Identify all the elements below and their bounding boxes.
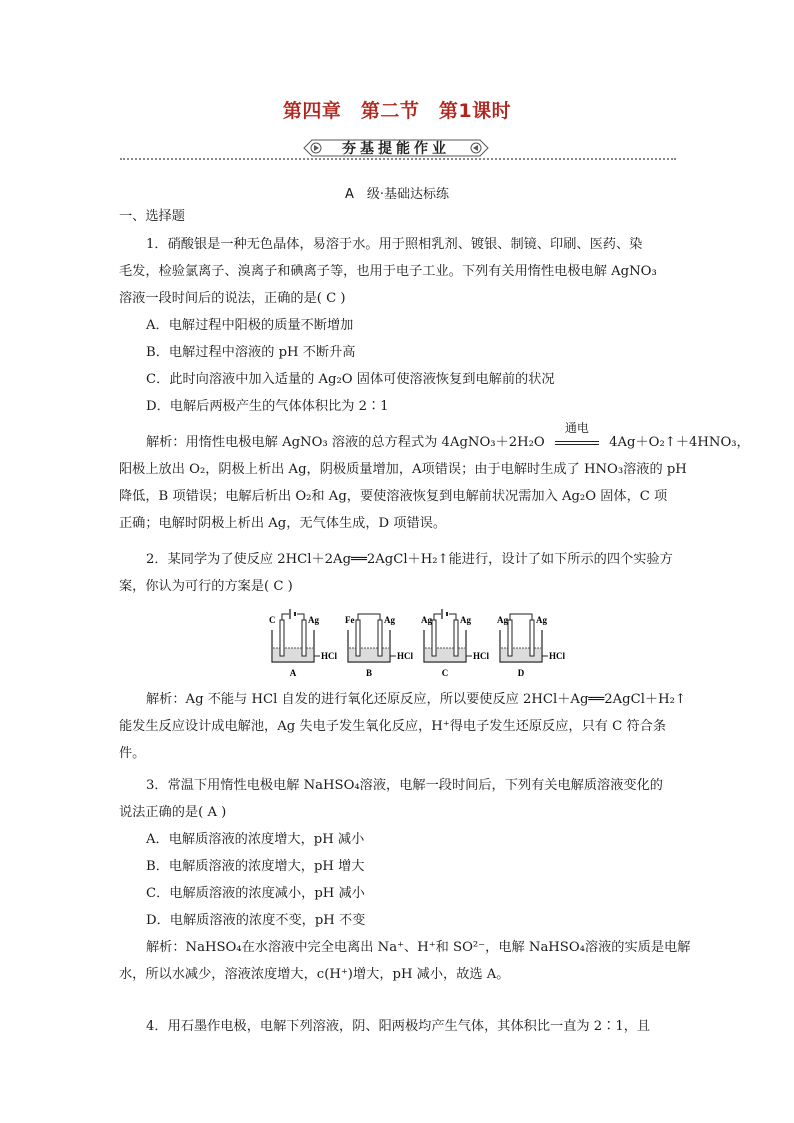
cell-left-electrode-label: Fe [345,615,355,625]
q3-stem-line2: 说法正确的是( A ) [119,805,227,820]
cell-electrolyte-label: HCl [397,651,414,661]
q1-analysis-line1 [146,421,750,453]
q1-stem-line3: 溶液一段时间后的说法，正确的是( C ) [119,291,346,306]
cell-right-electrode-label: Ag [460,615,471,625]
level-heading: A 级·基础达标练 [344,187,450,202]
q1-stem-line1: 1．硝酸银是一种无色晶体，易溶于水。用于照相乳剂、镀银、制镜、印刷、医药、染 [146,237,643,252]
q1-option-a: A．电解过程中阳极的质量不断增加 [146,318,354,333]
q1-option-c: C．此时向溶液中加入适量的 Ag₂O 固体可使溶液恢复到电解前的状况 [146,372,555,387]
q2-stem-line2: 案，你认为可行的方案是( C ) [119,579,293,594]
q1-option-b: B．电解过程中溶液的 pH 不断升高 [146,345,356,360]
q3-option-d: D．电解质溶液的浓度不变，pH 不变 [146,913,366,928]
q1-analysis-equation-left: 解析：用惰性电极电解 AgNO₃ 溶液的总方程式为 4AgNO₃＋2H₂O [146,435,545,450]
cell-B [345,614,414,678]
q3-option-a: A．电解质溶液的浓度增大，pH 减小 [146,832,365,847]
q2-analysis-line2: 能发生反应设计成电解池，Ag 失电子发生氧化反应，H⁺得电子发生还原反应，只有 C 符合条 [119,719,667,734]
cell-right-electrode-label: Ag [384,615,395,625]
cell-electrolyte-label: HCl [321,651,338,661]
cell-A [269,609,338,678]
cell-left-electrode-label: Ag [421,615,432,625]
q1-option-d: D．电解后两极产生的气体体积比为 2∶1 [146,399,389,414]
cell-left-electrode-label: Ag [497,615,508,625]
q1-analysis-line2: 阳极上放出 O₂，阴极上析出 Ag，阴极质量增加，A项错误；由于电解时生成了 HNO₃溶液的 pH [119,462,687,477]
banner-label: 夯基提能作业 [342,141,450,157]
cell-electrolyte-label: HCl [549,651,566,661]
reaction-condition: 通电 [564,421,589,435]
cell-right-electrode-label: Ag [308,615,319,625]
q2-analysis-line3: 件。 [119,746,146,761]
q3-stem-line1: 3．常温下用惰性电极电解 NaHSO₄溶液，电解一段时间后，下列有关电解质溶液变化的 [146,778,663,793]
reaction-arrow [555,421,599,453]
q4-stem-line1: 4．用石墨作电极，电解下列溶液，阴、阳两极均产生气体，其体积比一直为 2∶1，且 [146,1019,651,1034]
q1-stem-line2: 毛发，检验氯离子、溴离子和碘离子等，也用于电子工业。下列有关用惰性电极电解 AgNO₃ [119,264,657,279]
cell-caption: D [517,668,525,678]
q3-analysis-line1: 解析：NaHSO₄在水溶液中完全电离出 Na⁺、H⁺和 SO²⁻，电解 NaHSO₄溶液的实质是电解 [146,940,691,955]
page-title: 第四章 第二节 第1课时 [282,100,512,122]
q1-analysis-equation-right: 4Ag＋O₂↑＋4HNO₃， [609,435,750,450]
electrolysis-apparatus-figure [262,606,566,682]
cell-left-electrode-label: C [269,615,276,625]
cell-caption: B [365,668,373,678]
cell-caption: C [441,668,449,678]
q2-analysis-line1: 解析：Ag 不能与 HCl 自发的进行氧化还原反应，所以要使反应 2HCl＋Ag══2AgCl＋H₂↑ [146,692,686,707]
part-label: 一、选择题 [119,209,185,224]
q2-stem-line1: 2．某同学为了使反应 2HCl＋2Ag══2AgCl＋H₂↑能进行，设计了如下所示的四个实验方 [146,552,673,567]
q1-analysis-line3: 降低，B 项错误；电解后析出 O₂和 Ag，要使溶液恢复到电解前状况需加入 Ag₂O 固体，C 项 [119,489,668,504]
cell-C [421,609,490,678]
q3-option-c: C．电解质溶液的浓度减小，pH 减小 [146,886,365,901]
cell-D [497,614,566,678]
q1-analysis-line4: 正确；电解时阴极上析出 Ag，无气体生成，D 项错误。 [119,516,447,531]
cell-right-electrode-label: Ag [536,615,547,625]
q3-analysis-line2: 水，所以水减少，溶液浓度增大，c(H⁺)增大，pH 减小，故选 A。 [119,967,510,982]
q3-option-b: B．电解质溶液的浓度增大，pH 增大 [146,859,365,874]
cell-electrolyte-label: HCl [473,651,490,661]
cell-caption: A [289,668,297,678]
section-banner [300,136,492,160]
